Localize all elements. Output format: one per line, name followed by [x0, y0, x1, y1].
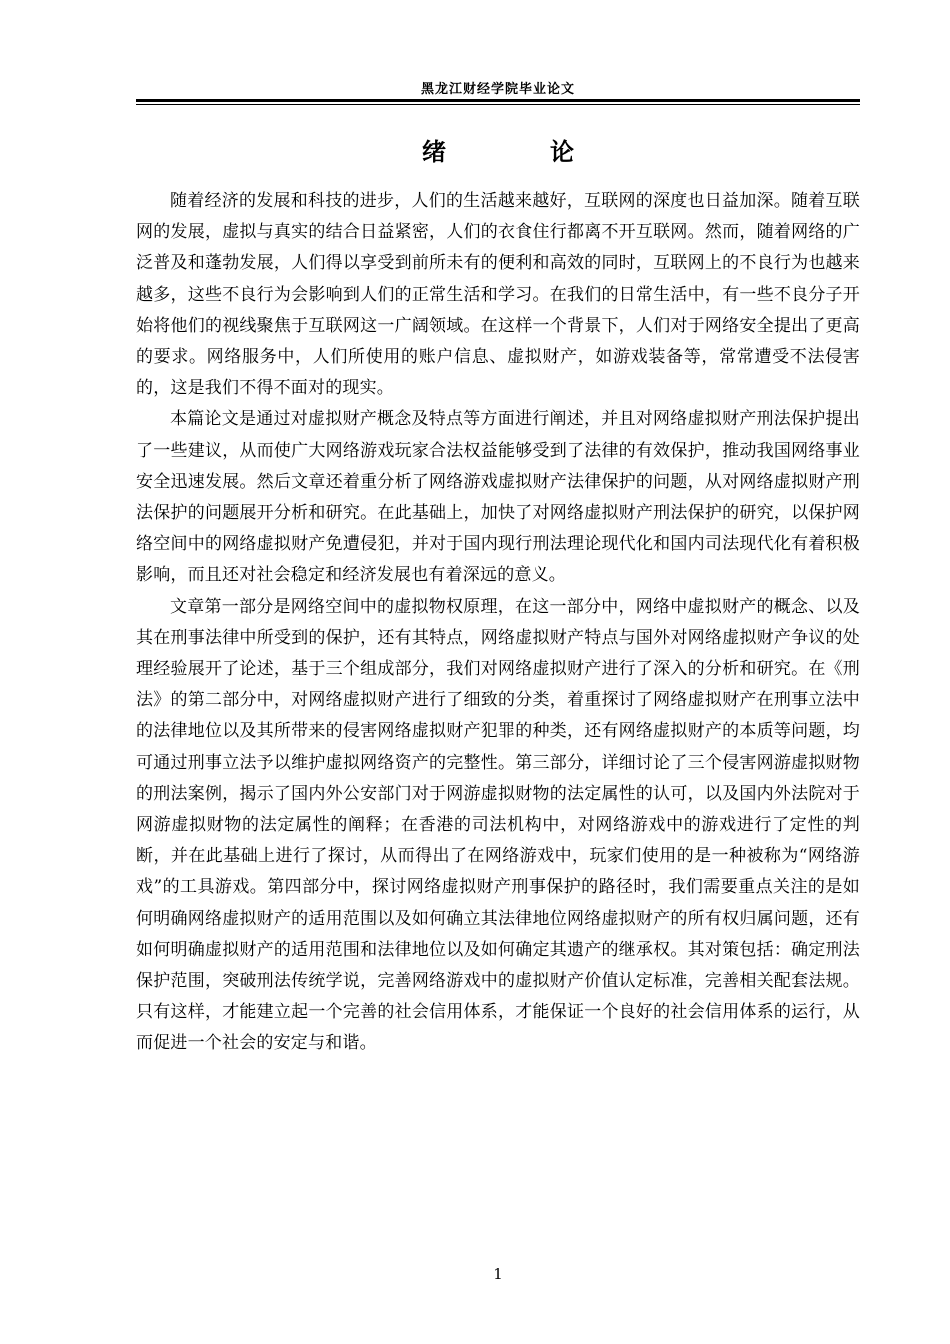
running-header: 黑龙江财经学院毕业论文	[420, 82, 575, 97]
paragraph-3: 文章第一部分是网络空间中的虚拟物权原理，在这一部分中，网络中虚拟财产的概念、以及其在刑事法律中所受到的保护，还有其特点，网络虚拟财产特点与国外对网络虚拟财产争议的处理经验展开了论述，基于三个组成部分，我们对网络虚拟财产进行了深入的分析和研究。在《刑法》的第二部分中，对网络虚拟财产进行了细致的分类，着重探讨了网络虚拟财产在刑事立法中的法律地位以及其所带来的侵害网络虚拟财产犯罪的种类，还有网络虚拟财产的本质等问题，均可通过刑事立法予以维护虚拟网络资产的完整性。第三部分，详细讨论了三个侵害网游虚拟财物的刑法案例，揭示了国内外公安部门对于网游虚拟财物的法定属性的认可，以及国内外法院对于网游虚拟财物的法定属性的阐释；在香港的司法机构中，对网络游戏中的游戏进行了定性的判断，并在此基础上进行了探讨，从而得出了在网络游戏中，玩家们使用的是一种被称为“网络游戏”的工具游戏。第四部分中，探讨网络虚拟财产刑事保护的路径时，我们需要重点关注的是如何明确网络虚拟财产的适用范围以及如何确立其法律地位网络虚拟财产的所有权归属问题，还有如何明确虚拟财产的适用范围和法律地位以及如何确定其遗产的继承权。其对策包括：确定刑法保护范围，突破刑法传统学说，完善网络游戏中的虚拟财产价值认定标准，完善相关配套法规。只有这样，才能建立起一个完善的社会信用体系，才能保证一个良好的社会信用体系的运行，从而促进一个社会的安定与和谐。	[136, 596, 860, 1054]
header-rule-thick	[136, 99, 860, 102]
section-title: 绪 论	[422, 137, 614, 166]
paragraph-2: 本篇论文是通过对虚拟财产概念及特点等方面进行阐述，并且对网络虚拟财产刑法保护提出了一些建议，从而使广大网络游戏玩家合法权益能够受到了法律的有效保护，推动我国网络事业安全迅速发展。然后文章还着重分析了网络游戏虚拟财产法律保护的问题，从对网络虚拟财产刑法保护的问题展开分析和研究。在此基础上，加快了对网络虚拟财产刑法保护的研究，以保护网络空间中的网络虚拟财产免遭侵犯，并对于国内现行刑法理论现代化和国内司法现代化有着积极影响，而且还对社会稳定和经济发展也有着深远的意义。	[136, 409, 860, 586]
page-number: 1	[493, 1265, 503, 1283]
body-text	[136, 186, 860, 1060]
header-rule-thin	[136, 104, 860, 105]
paragraph-1: 随着经济的发展和科技的进步，人们的生活越来越好，互联网的深度也日益加深。随着互联网的发展，虚拟与真实的结合日益紧密，人们的衣食住行都离不开互联网。然而，随着网络的广泛普及和蓬勃发展，人们得以享受到前所未有的便利和高效的同时，互联网上的不良行为也越来越多，这些不良行为会影响到人们的正常生活和学习。在我们的日常生活中，有一些不良分子开始将他们的视线聚焦于互联网这一广阔领域。在这样一个背景下，人们对于网络安全提出了更高的要求。网络服务中，人们所使用的账户信息、虚拟财产，如游戏装备等，常常遭受不法侵害的，这是我们不得不面对的现实。	[136, 191, 860, 399]
